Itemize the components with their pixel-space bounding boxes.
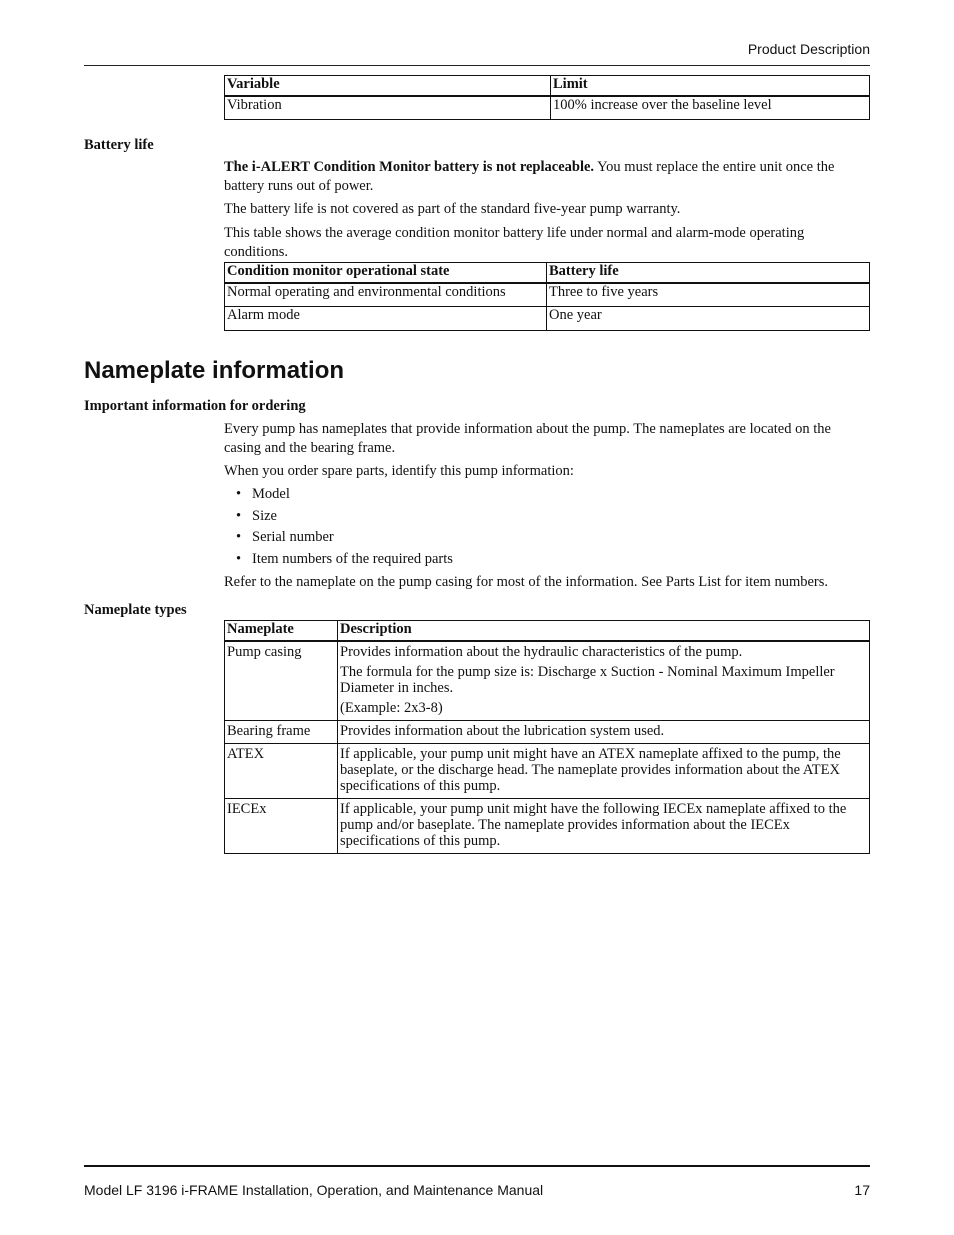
battery-life-table: [224, 262, 870, 331]
list-item: • Size: [236, 507, 277, 524]
table-row: [225, 743, 870, 798]
table-cell: Bearing frame: [225, 720, 338, 743]
table-cell: Provides information about the hydraulic characteristics of the pump. The formula for the pump size is: Discharge x Suction - Nominal Maximum Impeller Diameter in inches. (Example: 2x3-8): [338, 641, 870, 721]
table-cell: Pump casing: [225, 641, 338, 721]
ordering-para-3: Refer to the nameplate on the pump casing for most of the information. See Parts List for item numbers.: [224, 574, 829, 590]
list-item: • Item numbers of the required parts: [236, 550, 453, 567]
battery-life-para-1: [224, 158, 870, 195]
page-header: [84, 41, 870, 66]
battery-warning-bold: The i-ALERT Condition Monitor battery is not replaceable.: [224, 159, 595, 175]
vibration-table: [224, 75, 870, 120]
ordering-heading: Important information for ordering: [84, 398, 306, 414]
table-row: [225, 641, 870, 721]
table-cell: Three to five years: [547, 283, 870, 307]
battery-life-heading: Battery life: [84, 137, 154, 153]
table-cell: If applicable, your pump unit might have an ATEX nameplate affixed to the pump, the baseplate, or the discharge head. The nameplate provides information about the ATEX specifications of this pump.: [338, 743, 870, 798]
section-title: Nameplate information: [84, 357, 345, 384]
table-row: [225, 798, 870, 853]
page-footer: [84, 1165, 870, 1198]
list-item: • Model: [236, 486, 290, 502]
table-row: [225, 96, 870, 120]
footer-manual-title: Model LF 3196 i-FRAME Installation, Operation, and Maintenance Manual: [84, 1182, 544, 1198]
table-cell: One year: [547, 307, 870, 331]
list-item: • Serial number: [236, 529, 334, 545]
table-cell: Normal operating and environmental conditions: [225, 283, 547, 307]
table-cell: ATEX: [225, 743, 338, 798]
table-header: Variable: [225, 76, 551, 96]
table-header: Battery life: [547, 263, 870, 283]
table-header: Limit: [551, 76, 870, 96]
table-cell: Provides information about the lubrication system used.: [338, 720, 870, 743]
ordering-para-2: When you order spare parts, identify this pump information:: [224, 463, 574, 479]
table-cell: Vibration: [225, 96, 551, 120]
table-row: [225, 283, 870, 307]
header-section-title: Product Description: [747, 41, 870, 57]
battery-warning-rest: You must replace the entire unit once the battery runs out of power.: [224, 159, 835, 194]
table-cell: If applicable, your pump unit might have the following IECEx nameplate affixed to the pump and/or baseplate. The nameplate provides information about the IECEx specifications of this pump.: [338, 798, 870, 853]
nameplate-types-heading: Nameplate types: [84, 602, 187, 618]
table-row: [225, 720, 870, 743]
nameplate-types-table: [224, 620, 870, 854]
table-header: Condition monitor operational state: [225, 263, 547, 283]
table-cell: Alarm mode: [225, 307, 547, 331]
pump-info-list: [236, 486, 453, 572]
page-number: 17: [854, 1182, 870, 1198]
battery-life-para-2: The battery life is not covered as part of the standard five-year pump warranty.: [224, 201, 681, 217]
table-cell: 100% increase over the baseline level: [551, 96, 870, 120]
table-cell: IECEx: [225, 798, 338, 853]
battery-life-para-3: This table shows the average condition monitor battery life under normal and alarm-mode operating conditions.: [224, 225, 805, 260]
ordering-para-1: Every pump has nameplates that provide information about the pump. The nameplates are located on the casing and the bearing frame.: [224, 421, 831, 456]
table-row: [225, 307, 870, 331]
table-header: Description: [338, 621, 870, 641]
table-header: Nameplate: [225, 621, 338, 641]
